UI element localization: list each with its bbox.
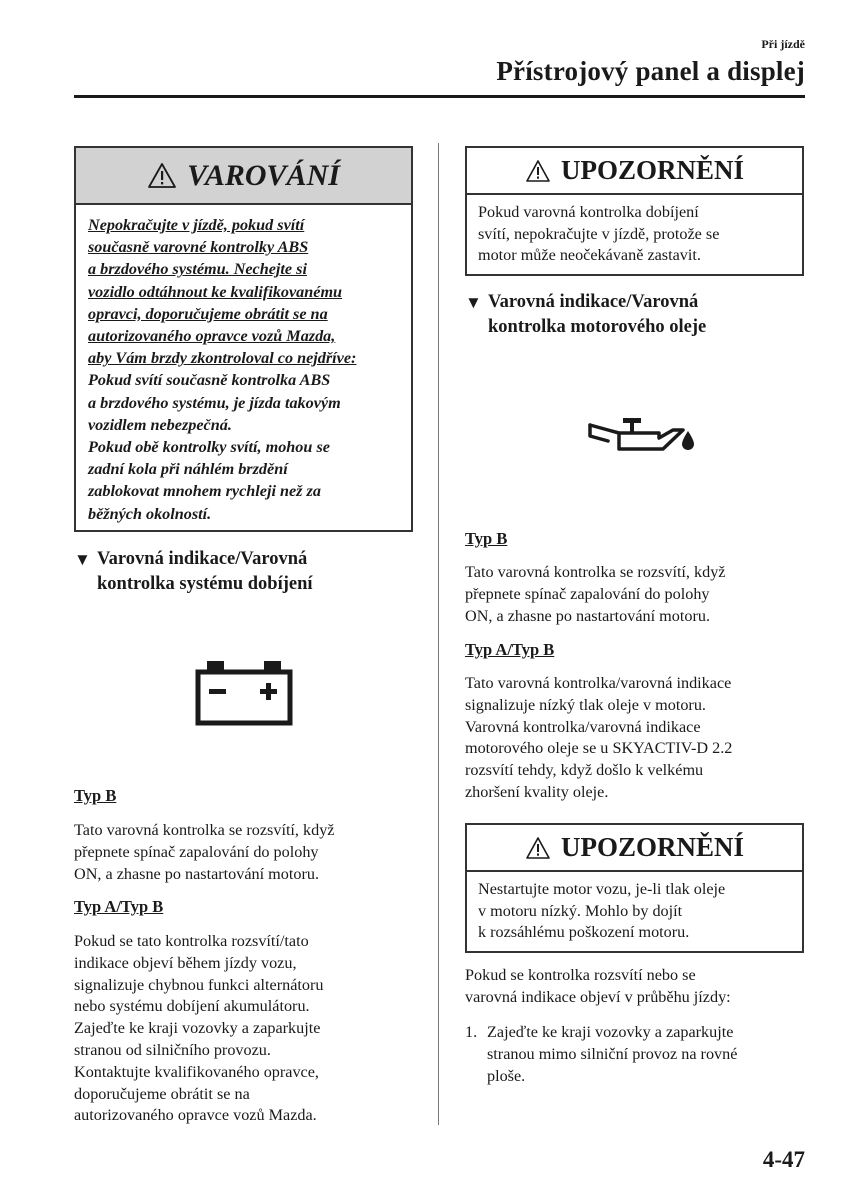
text-line: signalizuje chybnou funkci alternátoru <box>74 975 324 994</box>
warning-triangle-icon <box>525 836 551 860</box>
text-line: doporučujeme obrátit se na <box>74 1084 250 1103</box>
type-b-label: Typ B <box>74 786 117 805</box>
text-line: svítí, nepokračujte v jízdě, protože se <box>478 224 720 243</box>
warning-triangle-icon <box>147 162 177 189</box>
triangle-down-marker: ▼ <box>74 550 91 569</box>
warning-line: Nepokračujte v jízdě, pokud svítí <box>88 216 305 234</box>
column-divider <box>438 143 439 1125</box>
type-ab-text <box>465 673 815 804</box>
type-b-text <box>74 820 424 885</box>
caution-box <box>465 823 804 953</box>
warning-line: současně varovné kontrolky ABS <box>88 238 309 257</box>
text-line: autorizovaného opravce vozů Mazda. <box>74 1106 317 1125</box>
warning-line: vozidlem nebezpečná. <box>88 415 232 434</box>
heading-line: Varovná indikace/Varovná <box>488 292 699 312</box>
battery-charge-warning-icon <box>195 660 293 726</box>
text-line: v motoru nízký. Mohlo by dojít <box>478 901 683 920</box>
text-line: ploše. <box>487 1066 526 1085</box>
caution-box <box>465 146 804 276</box>
warning-line: autorizovaného opravce vozů Mazda, <box>88 327 336 346</box>
text-line: stranou mimo silniční provoz na rovné <box>487 1044 738 1063</box>
warning-line: a brzdového systému, je jízda takovým <box>88 393 341 412</box>
caution-title: UPOZORNĚNÍ <box>560 832 744 862</box>
caution-text <box>467 872 802 944</box>
type-ab-label: Typ A/Typ B <box>74 897 164 916</box>
caution-title: UPOZORNĚNÍ <box>560 155 744 185</box>
text-line: Tato varovná kontrolka se rozsvítí, když <box>74 821 335 839</box>
triangle-down-marker: ▼ <box>465 293 482 312</box>
type-ab-label: Typ A/Typ B <box>465 640 555 659</box>
type-ab-text <box>74 931 424 1127</box>
warning-line: Pokud obě kontrolky svítí, mohou se <box>88 438 330 457</box>
page-number: 4-47 <box>762 1147 805 1172</box>
warning-header <box>76 148 411 205</box>
caution-text <box>467 195 802 267</box>
text-line: Zajeďte ke kraji vozovky a zaparkujte <box>487 1023 734 1041</box>
warning-text <box>76 205 411 525</box>
oil-can-warning-icon <box>587 412 695 456</box>
text-line: Pokud varovná kontrolka dobíjení <box>478 203 699 221</box>
heading-line: kontrolka systému dobíjení <box>97 574 313 594</box>
text-line: motor může neočekávaně zastavit. <box>478 246 701 264</box>
caution-header <box>467 148 802 195</box>
warning-line: Pokud svítí současně kontrolka ABS <box>88 371 331 390</box>
text-line: stranou od silničního provozu. <box>74 1040 271 1059</box>
text-line: Nestartujte motor vozu, je-li tlak oleje <box>478 880 726 898</box>
text-line: ON, a zhasne po nastartování motoru. <box>465 606 710 625</box>
instruction-intro <box>465 965 815 1009</box>
text-line: zhoršení kvality oleje. <box>465 782 609 801</box>
warning-line: běžných okolností. <box>88 504 212 523</box>
step-number: 1. <box>465 1023 478 1041</box>
text-line: Varovná kontrolka/varovná indikace <box>465 717 701 736</box>
text-line: ON, a zhasne po nastartování motoru. <box>74 864 319 883</box>
page-title: Přístrojový panel a displej <box>496 56 805 86</box>
warning-line: vozidlo odtáhnout ke kvalifikovanému <box>88 282 343 301</box>
text-line: nebo systému dobíjení akumulátoru. <box>74 997 310 1016</box>
text-line: přepnete spínač zapalování do polohy <box>465 584 710 603</box>
text-line: rozsvítí tehdy, když došlo k velkému <box>465 761 704 780</box>
warning-line: opravci, doporučujeme obrátit se na <box>88 304 328 323</box>
warning-line: aby Vám brzdy zkontroloval co nejdříve: <box>88 349 357 368</box>
text-line: Pokud se tato kontrolka rozsvítí/tato <box>74 932 309 950</box>
warning-line: a brzdového systému. Nechejte si <box>88 260 307 279</box>
text-line: indikace objeví během jízdy vozu, <box>74 953 297 972</box>
caution-header <box>467 825 802 872</box>
warning-line: zablokovat mnohem rychleji než za <box>88 482 321 501</box>
text-line: motorového oleje se u SKYACTIV-D 2.2 <box>465 739 733 758</box>
text-line: Kontaktujte kvalifikovaného opravce, <box>74 1062 319 1081</box>
charging-system-heading <box>74 547 424 597</box>
step-1 <box>465 1022 815 1087</box>
header-divider <box>74 95 805 98</box>
text-line: přepnete spínač zapalování do polohy <box>74 842 319 861</box>
warning-box <box>74 146 413 532</box>
text-line: Tato varovná kontrolka/varovná indikace <box>465 674 732 692</box>
type-b-text <box>465 562 815 627</box>
text-line: k rozsáhlému poškození motoru. <box>478 923 690 941</box>
type-b-label: Typ B <box>465 529 508 548</box>
section-label: Při jízdě <box>761 37 805 51</box>
oil-pressure-heading <box>465 290 815 340</box>
heading-line: kontrolka motorového oleje <box>488 317 707 337</box>
text-line: signalizuje nízký tlak oleje v motoru. <box>465 695 706 714</box>
text-line: Pokud se kontrolka rozsvítí nebo se <box>465 966 696 984</box>
warning-title: VAROVÁNÍ <box>187 158 340 192</box>
text-line: Zajeďte ke kraji vozovky a zaparkujte <box>74 1019 321 1038</box>
text-line: varovná indikace objeví v průběhu jízdy: <box>465 987 731 1006</box>
warning-line: zadní kola při náhlém brzdění <box>88 460 288 479</box>
warning-triangle-icon <box>525 159 551 183</box>
heading-line: Varovná indikace/Varovná <box>97 549 308 569</box>
text-line: Tato varovná kontrolka se rozsvítí, když <box>465 563 726 581</box>
